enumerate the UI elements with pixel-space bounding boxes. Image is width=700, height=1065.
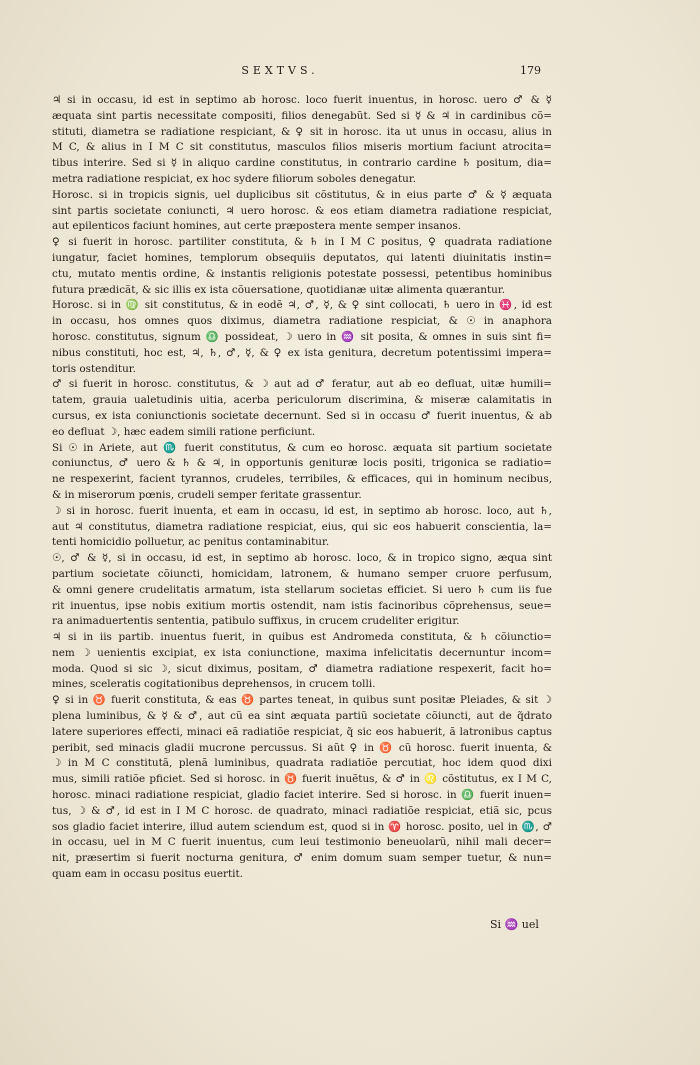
text-line: aut ♃ constitutus, diametra radiatione respiciat, eius, qui sic eos habuerit conscientia, la=: [52, 520, 552, 533]
text-line: horosc. minaci radiatione respiciat, gladio faciet interire. Sed si horosc. in ♎ fuerit inuen=: [52, 789, 552, 802]
running-head: SEXTVS.: [241, 64, 319, 77]
text-line: in occasu, uel in M C fuerit inuentus, cum leui testimonio beneuolarũ, nihil mali decer=: [52, 836, 552, 849]
text-line: ra animaduertentis sententia, patibulo suffixus, in crucem crudeliter erigitur.: [52, 615, 460, 628]
text-line: ne respexerint, facient tyrannos, crudeles, terribiles, & efficaces, qui in hominum necibus,: [52, 473, 552, 486]
text-line: & in miserorum pœnis, crudeli semper feritate grassentur.: [52, 488, 362, 501]
text-line: ☽ si in horosc. fuerit inuenta, et eam in occasu, id est, in septimo ab horosc. loco, aut ♄,: [52, 504, 552, 517]
text-line: futura prædicãt, & sic illis ex ista cõuersatione, quotidianæ uitæ alimenta quærantur.: [52, 283, 505, 296]
text-line: partium societate cõiuncti, homicidam, latronem, & humano semper cruore perfusum,: [52, 567, 552, 580]
text-line: ☽ in M C constitutã, plenã luminibus, quadrata radiatiõe percutiat, hoc idem quod dixi: [52, 757, 552, 770]
page-number: 179: [520, 64, 541, 77]
text-line: Si ☉ in Ariete, aut ♏ fuerit constitutus, & cum eo horosc. æquata sit partium societate: [52, 441, 552, 454]
text-line: mines, sceleratis cogitationibus deprehensos, in crucem tolli.: [52, 678, 376, 691]
text-line: sos gladio faciet interire, illud autem sciendum est, quod si in ♈ horosc. posito, uel in ♏, ♂: [52, 820, 552, 833]
text-line: & omni genere crudelitatis armatum, ista stellarum societas efficiet. Si uero ♄ cum iis fue: [52, 583, 552, 596]
text-line: ♃ si in iis partib. inuentus fuerit, in quibus est Andromeda constituta, & ♄ cõiunctio=: [52, 631, 552, 644]
text-line: aut epilenticos faciunt homines, aut certe præpostera mente semper insanos.: [52, 220, 462, 233]
text-line: rit inuentus, ipse nobis exitium mortis ostendit, nam istis facinoribus cõprehensus, seue=: [52, 599, 552, 612]
text-line: peribit, sed minacis gladii mucrone percussus. Si aũt ♀ in ♉ cũ horosc. fuerit inuenta, &: [52, 741, 552, 754]
text-line: Horosc. si in tropicis signis, uel duplicibus sit cõstitutus, & in eius parte ♂ & ☿ æquata: [52, 188, 552, 201]
text-line: tibus interire. Sed si ☿ in aliquo cardine constitutus, in contrario cardine ♄ positum, dia=: [52, 157, 552, 170]
text-line: coniunctus, ♂ uero & ♄ & ♃, in opportunis genituræ locis positi, trigonica se radiatio=: [52, 457, 552, 470]
text-line: ♀ si fuerit in horosc. partiliter constituta, & ♄ in I M C positus, ♀ quadrata radiatione: [52, 236, 552, 249]
text-line: ♀ si in ♉ fuerit constituta, & eas ♉ partes teneat, in quibus sunt positæ Pleiades, & sit ☽: [52, 694, 552, 707]
text-line: iungatur, faciet homines, templorum obsequiis deputatos, qui latenti diuinitatis instin=: [52, 251, 552, 264]
text-line: plena luminibus, & ☿ & ♂, aut cũ ea sint æquata partiũ societate cõiuncti, aut de q̃drato: [52, 710, 552, 723]
text-line: ♃ si in occasu, id est in septimo ab horosc. loco fuerit inuentus, in horosc. uero ♂ & ☿: [52, 94, 552, 106]
text-line: nibus constituti, hoc est, ♃, ♄, ♂, ☿, & ♀ ex ista genitura, decretum potentissimi impera=: [52, 346, 552, 359]
text-line: tatem, grauia ualetudinis uitia, acerba periculorum discrimina, & miseræ calamitatis in: [52, 394, 552, 407]
text-line: tus, ☽ & ♂, id est in I M C horosc. de quadrato, minaci radiatiõe respiciat, etiã sic, pcus: [52, 804, 552, 817]
text-line: mus, simili ratiõe pficiet. Sed si horosc. in ♉ fuerit inuẽtus, & ♂ in ♌ cõstitutus, ex I M C,: [52, 773, 552, 786]
text-line: stituti, diametra se radiatione respiciant, & ♀ sit in horosc. ita ut unus in occasu, alius in: [52, 125, 552, 138]
text-line: ☉, ♂ & ☿, si in occasu, id est, in septimo ab horosc. loco, & in tropico signo, æqua sint: [52, 552, 552, 565]
text-line: toris ostenditur.: [52, 362, 136, 375]
text-line: M C, & alius in I M C sit constitutus, masculos filios miseris mortium faciunt atrocita=: [52, 141, 552, 154]
text-line: ctu, mutato mentis ordine, & instantis religionis potestate possessi, petentibus hominibus: [52, 267, 552, 280]
text-line: eo defluat ☽, hæc eadem simili ratione perficiunt.: [52, 425, 316, 438]
text-line: latere superiores effecti, minaci eã radiatiõe respiciat, q̃ sic eos habuerit, ã latronibus captus: [52, 725, 552, 738]
text-line: ♂ si fuerit in horosc. constitutus, & ☽ aut ad ♂ feratur, aut ab eo defluat, uitæ humili=: [52, 378, 552, 391]
text-line: nit, præsertim si fuerit nocturna genitura, ♂ enim domum suam semper tuetur, & nun=: [52, 852, 552, 865]
text-line: nem ☽ uenientis excipiat, ex ista coniunctione, maxima infelicitatis decernuntur incom=: [52, 646, 552, 659]
text-line: horosc. constitutus, signum ♎ possideat, ☽ uero in ♒ sit posita, & omnes in suis sint fi=: [52, 330, 552, 343]
text-line: æquata sint partis necessitate compositi, filios denegabũt. Sed si ☿ & ♃ in cardinibus cõ=: [52, 109, 552, 122]
text-line: tenti homicidio polluetur, ac penitus contaminabitur.: [52, 536, 330, 549]
text-line: quam eam in occasu positus euertit.: [52, 868, 243, 881]
text-line: metra radiatione respiciat, ex hoc sydere filiorum soboles denegatur.: [52, 172, 416, 185]
text-line: sint partis societate coniuncti, ♃ uero horosc. & eos etiam diametra radiatione respiciat,: [52, 204, 552, 217]
text-line: moda. Quod si sic ☽, sicut diximus, positam, ♂ diametra radiatione respexerit, facit ho=: [52, 662, 552, 675]
text-line: Horosc. si in ♍ sit constitutus, & in eodẽ ♃, ♂, ☿, & ♀ sint collocati, ♄ uero in ♓, id est: [52, 299, 552, 312]
text-line: in occasu, hos omnes quos diximus, diametra radiatione respiciat, & ☉ in anaphora: [52, 315, 552, 328]
body-text: [52, 93, 552, 883]
text-line: cursus, ex ista coniunctionis societate decernunt. Sed si in occasu ♂ fuerit inuentus, & ab: [52, 409, 552, 422]
catchword: Si ♒ uel: [490, 918, 539, 931]
